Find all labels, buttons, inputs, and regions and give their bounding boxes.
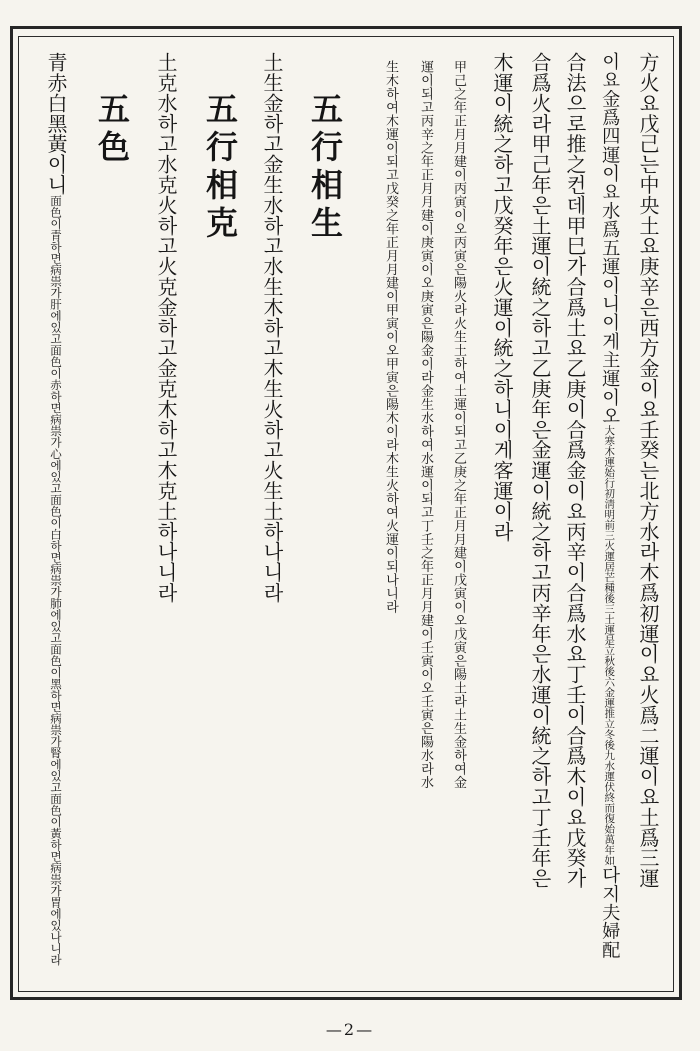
text-column-9: 土生金하고金生水하고水生木하고木生火하고火生土하나니라: [260, 52, 284, 603]
text-column-7: 運이되고丙辛之年正月月建이庚寅이오庚寅은陽金이라金生水하여水運이되고丁壬之年正月月建이壬寅이오壬寅은陽水라水: [418, 60, 433, 789]
text-column-6: 甲己之年正月月建이丙寅이오丙寅은陽火라火生土하여土運이되고乙庚之年正月月建이戊寅이오戊寅은陽土라土生金하여金: [451, 60, 466, 789]
text-column-8: 生木하여木運이되고戊癸之年正月月建이甲寅이오甲寅은陽木이라木生火하여火運이되나니라: [383, 60, 398, 614]
text-column-2: [599, 52, 621, 959]
annotation-note-left: 立秋後六金運推立冬後九水運伏終而復始萬年如: [603, 645, 616, 866]
text-column-3: 合法으로推之컨데甲巳가合爲土요乙庚이合爲金이요丙辛이合爲水요丁壬이合爲木이요戊癸가: [563, 52, 587, 889]
heading-five-elements-overcoming: 五行相克: [201, 92, 239, 244]
color-note-left: 가肺에있고面色이黑하면病祟가腎에있고面色이黃하면病祟가胃에있나니라: [49, 585, 63, 966]
text-column-2-end: 다지夫婦配: [599, 865, 621, 959]
page-number: —2—: [325, 1020, 375, 1039]
annotation-note-right: 大寒木運始行初淸明前三火運居芒種後三土運是: [603, 425, 616, 646]
text-column-11: [46, 52, 66, 965]
annotation-note: [604, 425, 615, 866]
text-column-10: 土克水하고水克火하고火克金하고金克木하고木克土하나니라: [154, 52, 178, 603]
text-column-11-start: 青赤白黑黃이니: [44, 52, 68, 195]
heading-five-elements-generation: 五行相生: [306, 92, 344, 244]
text-column-5: 木運이統之하고戊癸年은火運이統之하니이게客運이라: [490, 52, 514, 542]
color-annotation-note: [50, 195, 62, 966]
text-column-1: 方火요戊己는中央土요庚辛은西方金이요壬癸는北方水라木爲初運이요火爲二運이요土爲三運: [636, 52, 660, 889]
color-note-right: 面色이青하면病祟가肝에있고面色이赤하면病祟가心에있고面色이白하면病祟: [49, 194, 63, 586]
heading-five-colors: 五色: [93, 92, 131, 168]
text-column-4: 合爲火라甲己年은土運이統之하고乙庚年은金運이統之하고丙辛年은水運이統之하고丁壬年은: [528, 52, 552, 889]
text-column-2-start: 이요金爲四運이요水爲五運이니이게主運이오: [599, 52, 621, 425]
